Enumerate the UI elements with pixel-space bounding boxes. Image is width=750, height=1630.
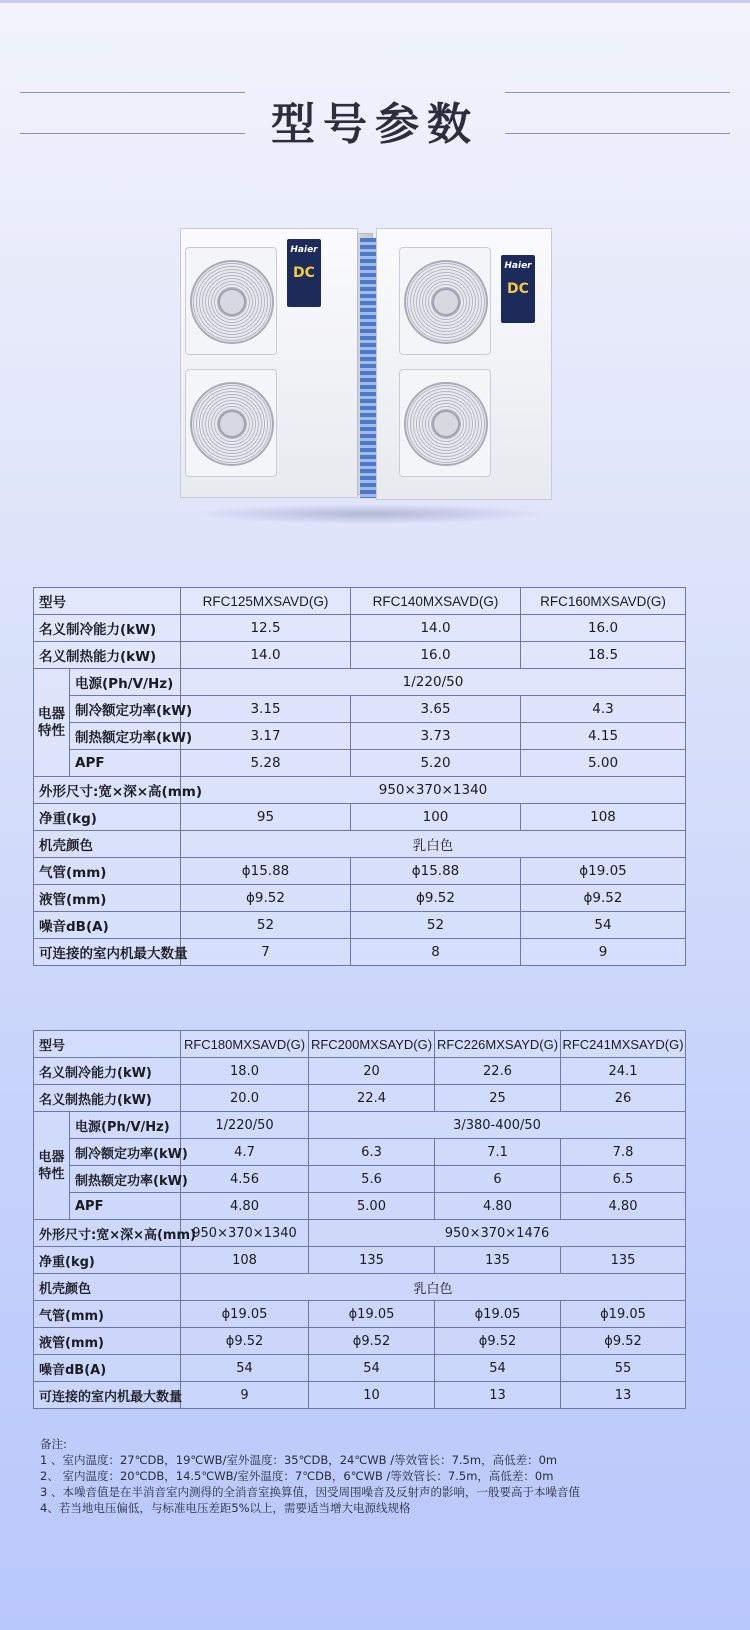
table-row xyxy=(34,1031,686,1058)
row-label: APF xyxy=(70,1193,181,1220)
cell-value: ϕ15.88 xyxy=(351,858,521,885)
fan-icon xyxy=(399,369,491,477)
title-bar xyxy=(20,92,730,150)
cell-value: ϕ9.52 xyxy=(181,1328,309,1355)
table-row xyxy=(34,885,686,912)
row-label: 型号 xyxy=(34,588,181,615)
cell-value: 108 xyxy=(521,804,686,831)
cell-value: 4.80 xyxy=(181,1193,309,1220)
row-label: 噪音dB(A) xyxy=(34,1355,181,1382)
cell-value: 6.3 xyxy=(309,1139,435,1166)
row-label: 液管(mm) xyxy=(34,885,181,912)
cell-value: 3.15 xyxy=(181,696,351,723)
top-border-line xyxy=(0,0,750,3)
note-item: 4、若当地电压偏低，与标准电压差距5%以上，需要适当增大电源线规格 xyxy=(40,1501,411,1515)
cell-value: 950×370×1340 xyxy=(181,1220,309,1247)
row-label: 外形尺寸:宽×深×高(mm) xyxy=(34,1220,181,1247)
cell-value: ϕ9.52 xyxy=(351,885,521,912)
row-label: 机壳颜色 xyxy=(34,1274,181,1301)
table-row xyxy=(34,669,686,696)
outdoor-unit-right xyxy=(376,228,552,500)
row-label: 制热额定功率(kW) xyxy=(70,723,181,750)
row-label: 可连接的室内机最大数量 xyxy=(34,1382,181,1409)
cell-value: 14.0 xyxy=(351,615,521,642)
model-name: RFC180MXSAVD(G) xyxy=(181,1031,309,1058)
row-label: 气管(mm) xyxy=(34,1301,181,1328)
table-row xyxy=(34,1274,686,1301)
table-row xyxy=(34,1355,686,1382)
fan-icon xyxy=(185,369,277,477)
cell-value: 24.1 xyxy=(561,1058,686,1085)
table-row xyxy=(34,858,686,885)
cell-value: 3.73 xyxy=(351,723,521,750)
table-row xyxy=(34,831,686,858)
row-label: 外形尺寸:宽×深×高(mm) xyxy=(34,777,181,804)
cell-value: 3.17 xyxy=(181,723,351,750)
title-line-right xyxy=(505,92,730,134)
cell-value: 4.15 xyxy=(521,723,686,750)
model-name: RFC140MXSAVD(G) xyxy=(351,588,521,615)
fan-icon xyxy=(399,247,491,355)
model-name: RFC200MXSAYD(G) xyxy=(309,1031,435,1058)
notes-section xyxy=(40,1436,720,1516)
row-label: 电源(Ph/V/Hz) xyxy=(70,1112,181,1139)
dc-logo: DC xyxy=(293,265,315,281)
row-label: 名义制热能力(kW) xyxy=(34,642,181,669)
table-row xyxy=(34,1301,686,1328)
cell-value: 950×370×1340 xyxy=(181,777,686,804)
cell-value: ϕ19.05 xyxy=(561,1301,686,1328)
table-row xyxy=(34,777,686,804)
product-image xyxy=(180,228,552,518)
cell-value: 7.1 xyxy=(435,1139,561,1166)
row-label: 制热额定功率(kW) xyxy=(70,1166,181,1193)
brand-logo: Haier xyxy=(504,261,532,271)
cell-value: ϕ9.52 xyxy=(435,1328,561,1355)
row-label: 净重(kg) xyxy=(34,1247,181,1274)
row-label: 净重(kg) xyxy=(34,804,181,831)
cell-value: 135 xyxy=(435,1247,561,1274)
row-label: 可连接的室内机最大数量 xyxy=(34,939,181,966)
cell-value: 4.3 xyxy=(521,696,686,723)
cell-value: 135 xyxy=(561,1247,686,1274)
cell-value: 乳白色 xyxy=(181,831,686,858)
table-row xyxy=(34,642,686,669)
cell-value: 13 xyxy=(561,1382,686,1409)
model-name: RFC226MXSAYD(G) xyxy=(435,1031,561,1058)
group-label: 电器特性 xyxy=(34,669,70,777)
model-name: RFC160MXSAVD(G) xyxy=(521,588,686,615)
cell-value: 1/220/50 xyxy=(181,669,686,696)
cell-value: 25 xyxy=(435,1085,561,1112)
table-row xyxy=(34,1166,686,1193)
note-item: 2、 室内温度：20℃DB，14.5℃WB/室外温度：7℃DB，6℃WB /等效管长：7.5m，高低差：0m xyxy=(40,1469,554,1483)
note-item: 1 、室内温度：27℃DB，19℃WB/室外温度：35℃DB，24℃WB /等效管长：7.5m，高低差：0m xyxy=(40,1453,558,1467)
brand-badge xyxy=(501,255,535,323)
cell-value: 22.6 xyxy=(435,1058,561,1085)
cell-value: 8 xyxy=(351,939,521,966)
page-title: 型号参数 xyxy=(271,99,479,150)
table-row xyxy=(34,1193,686,1220)
row-label: 液管(mm) xyxy=(34,1328,181,1355)
cell-value: 1/220/50 xyxy=(181,1112,309,1139)
cell-value: 22.4 xyxy=(309,1085,435,1112)
brand-badge xyxy=(287,239,321,307)
table-row xyxy=(34,696,686,723)
row-label: 型号 xyxy=(34,1031,181,1058)
cell-value: 9 xyxy=(521,939,686,966)
cell-value: 5.28 xyxy=(181,750,351,777)
cell-value: 950×370×1476 xyxy=(309,1220,686,1247)
cell-value: 95 xyxy=(181,804,351,831)
cell-value: ϕ9.52 xyxy=(181,885,351,912)
cell-value: 135 xyxy=(309,1247,435,1274)
cell-value: 4.80 xyxy=(561,1193,686,1220)
cell-value: 20.0 xyxy=(181,1085,309,1112)
table-row xyxy=(34,1139,686,1166)
cell-value: 5.00 xyxy=(521,750,686,777)
cell-value: 5.00 xyxy=(309,1193,435,1220)
cell-value: 6.5 xyxy=(561,1166,686,1193)
cell-value: 52 xyxy=(351,912,521,939)
cell-value: 7.8 xyxy=(561,1139,686,1166)
table-row xyxy=(34,1247,686,1274)
spec-table-1 xyxy=(33,587,686,966)
table-row xyxy=(34,723,686,750)
cell-value: ϕ19.05 xyxy=(181,1301,309,1328)
table-row xyxy=(34,1220,686,1247)
row-label: 名义制冷能力(kW) xyxy=(34,1058,181,1085)
cell-value: ϕ19.05 xyxy=(521,858,686,885)
cell-value: 54 xyxy=(435,1355,561,1382)
cell-value: 9 xyxy=(181,1382,309,1409)
cell-value: 6 xyxy=(435,1166,561,1193)
cell-value: ϕ9.52 xyxy=(521,885,686,912)
cell-value: 100 xyxy=(351,804,521,831)
cell-value: 4.56 xyxy=(181,1166,309,1193)
table-row xyxy=(34,1112,686,1139)
table-row xyxy=(34,912,686,939)
cell-value: 18.5 xyxy=(521,642,686,669)
cell-value: 20 xyxy=(309,1058,435,1085)
cell-value: 10 xyxy=(309,1382,435,1409)
row-label: 制冷额定功率(kW) xyxy=(70,696,181,723)
table-row xyxy=(34,1058,686,1085)
cell-value: 54 xyxy=(181,1355,309,1382)
model-name: RFC241MXSAYD(G) xyxy=(561,1031,686,1058)
table-row xyxy=(34,615,686,642)
notes-heading: 备注: xyxy=(40,1437,67,1451)
cell-value: 13 xyxy=(435,1382,561,1409)
table-row xyxy=(34,1085,686,1112)
cell-value: 乳白色 xyxy=(181,1274,686,1301)
cell-value: 108 xyxy=(181,1247,309,1274)
cell-value: 26 xyxy=(561,1085,686,1112)
row-label: 机壳颜色 xyxy=(34,831,181,858)
brand-logo: Haier xyxy=(290,245,318,255)
cell-value: 55 xyxy=(561,1355,686,1382)
cell-value: ϕ15.88 xyxy=(181,858,351,885)
table-row xyxy=(34,750,686,777)
product-shadow xyxy=(190,504,550,524)
note-item: 3 、本噪音值是在半消音室内测得的全消音室换算值，因受周围噪音及反射声的影响，一般要高于本噪音值 xyxy=(40,1485,580,1499)
row-label: 名义制热能力(kW) xyxy=(34,1085,181,1112)
cell-value: 4.80 xyxy=(435,1193,561,1220)
fan-icon xyxy=(185,247,277,355)
table-row xyxy=(34,1328,686,1355)
row-label: 电源(Ph/V/Hz) xyxy=(70,669,181,696)
cell-value: 16.0 xyxy=(521,615,686,642)
cell-value: ϕ9.52 xyxy=(561,1328,686,1355)
table-row xyxy=(34,1382,686,1409)
cell-value: ϕ19.05 xyxy=(435,1301,561,1328)
cell-value: 16.0 xyxy=(351,642,521,669)
cell-value: ϕ9.52 xyxy=(309,1328,435,1355)
cell-value: 4.7 xyxy=(181,1139,309,1166)
cell-value: 54 xyxy=(521,912,686,939)
heat-exchanger-grill xyxy=(360,238,376,498)
cell-value: 3.65 xyxy=(351,696,521,723)
dc-logo: DC xyxy=(507,281,529,297)
cell-value: 5.6 xyxy=(309,1166,435,1193)
row-label: 气管(mm) xyxy=(34,858,181,885)
row-label: APF xyxy=(70,750,181,777)
spec-table-2 xyxy=(33,1030,686,1409)
group-label: 电器特性 xyxy=(34,1112,70,1220)
row-label: 制冷额定功率(kW) xyxy=(70,1139,181,1166)
row-label: 名义制冷能力(kW) xyxy=(34,615,181,642)
row-label: 噪音dB(A) xyxy=(34,912,181,939)
outdoor-unit-left xyxy=(180,228,358,498)
cell-value: ϕ19.05 xyxy=(309,1301,435,1328)
cell-value: 54 xyxy=(309,1355,435,1382)
cell-value: 12.5 xyxy=(181,615,351,642)
table-row xyxy=(34,939,686,966)
title-line-left xyxy=(20,92,245,134)
cell-value: 52 xyxy=(181,912,351,939)
cell-value: 14.0 xyxy=(181,642,351,669)
table-row xyxy=(34,804,686,831)
cell-value: 18.0 xyxy=(181,1058,309,1085)
cell-value: 5.20 xyxy=(351,750,521,777)
model-name: RFC125MXSAVD(G) xyxy=(181,588,351,615)
cell-value: 3/380-400/50 xyxy=(309,1112,686,1139)
cell-value: 7 xyxy=(181,939,351,966)
table-row xyxy=(34,588,686,615)
